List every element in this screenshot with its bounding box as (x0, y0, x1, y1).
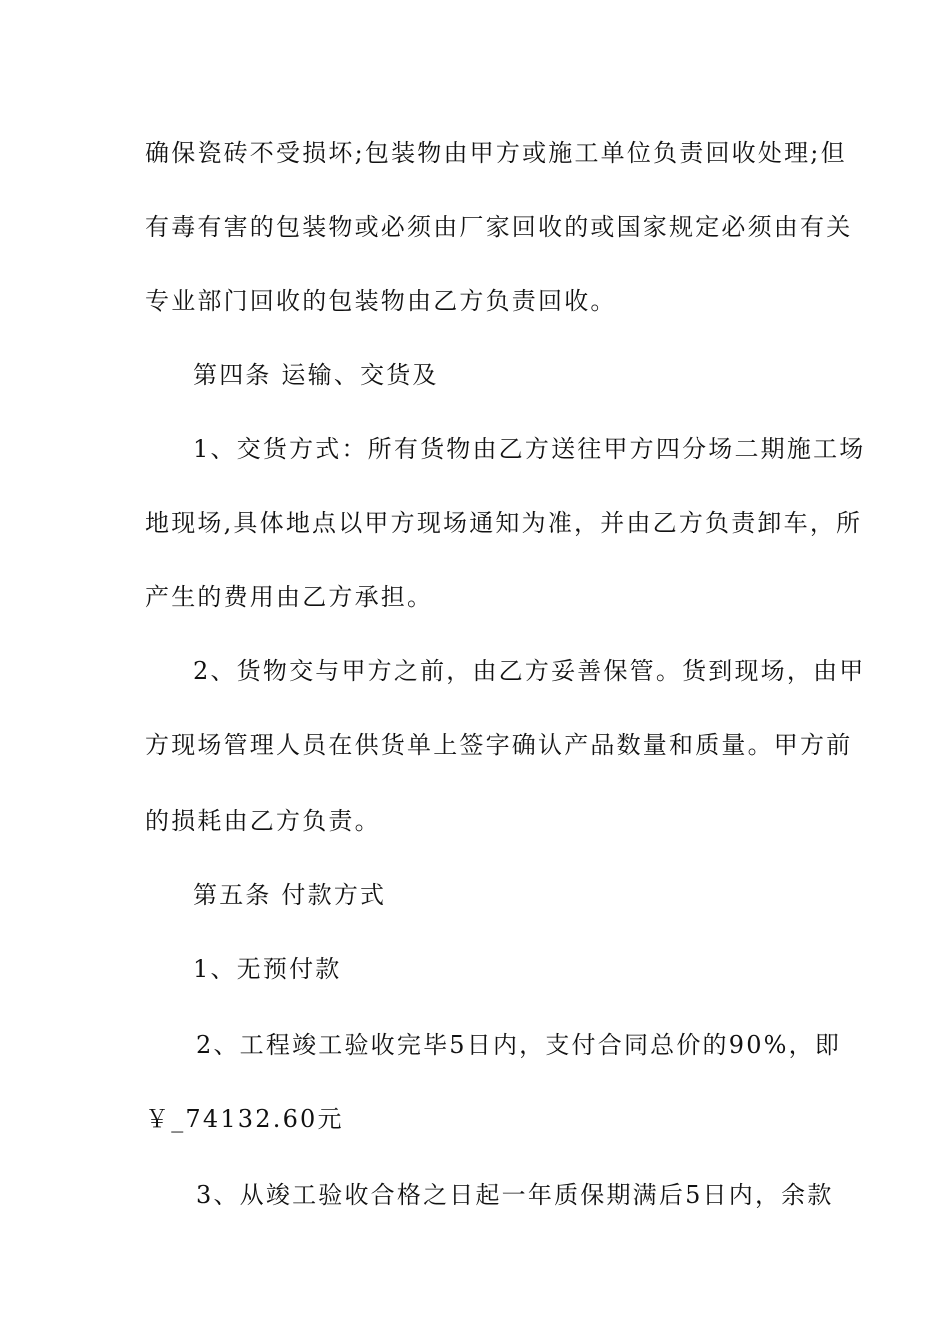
section-heading-5: 第五条 付款方式 (193, 881, 387, 909)
text-line: 1、无预付款 (193, 955, 342, 983)
text-line: 的损耗由乙方负责。 (145, 807, 381, 835)
text-line: 1、交货方式：所有货物由乙方送往甲方四分场二期施工场 (193, 435, 866, 463)
text-line: 专业部门回收的包装物由乙方负责回收。 (145, 287, 617, 315)
amount-line: ￥_74132.60元 (145, 1105, 344, 1133)
text-line: 方现场管理人员在供货单上签字确认产品数量和质量。甲方前 (145, 731, 853, 759)
text-line: 产生的费用由乙方承担。 (145, 583, 434, 611)
text-line: 2、货物交与甲方之前，由乙方妥善保管。货到现场，由甲 (193, 657, 866, 685)
section-heading-4: 第四条 运输、交货及 (193, 361, 439, 389)
text-line: 地现场,具体地点以甲方现场通知为准，并由乙方负责卸车，所 (145, 509, 863, 537)
text-line: 2、工程竣工验收完毕5日内，支付合同总价的90%，即 (196, 1031, 842, 1059)
text-line: 有毒有害的包装物或必须由厂家回收的或国家规定必须由有关 (145, 213, 853, 241)
text-line: 3、从竣工验收合格之日起一年质保期满后5日内，余款 (196, 1181, 834, 1209)
text-line: 确保瓷砖不受损坏;包装物由甲方或施工单位负责回收处理;但 (145, 139, 847, 167)
